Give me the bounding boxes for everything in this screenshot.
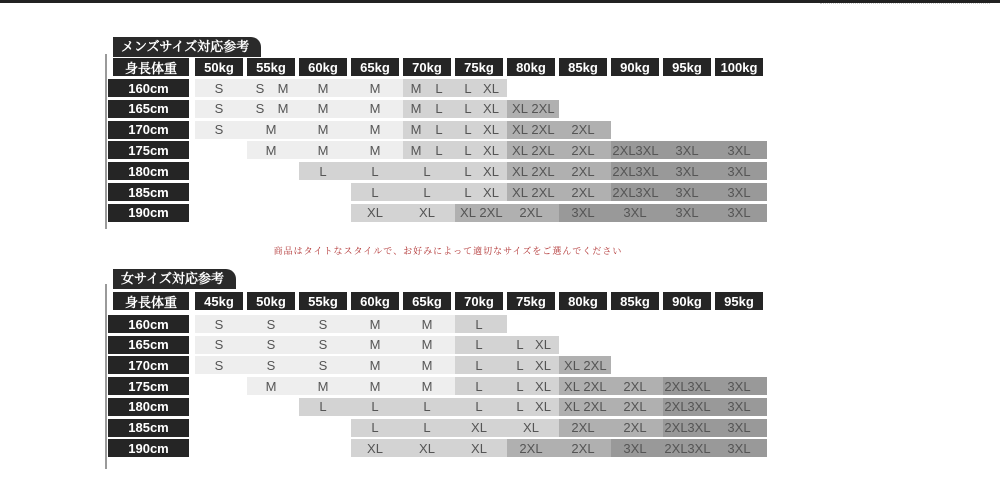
size-value: M — [265, 122, 277, 138]
size-value: S — [214, 337, 224, 353]
weight-header: 70kg — [403, 58, 451, 76]
size-value: 2XL — [531, 122, 555, 138]
height-label: 165cm — [108, 336, 189, 354]
size-value: S — [266, 357, 276, 373]
size-value: M — [317, 101, 329, 117]
size-value: 3XL — [727, 399, 751, 415]
size-value: L — [319, 399, 327, 415]
height-label: 180cm — [108, 398, 189, 416]
size-value: L — [464, 142, 472, 158]
size-value: M — [410, 101, 422, 117]
height-label: 170cm — [108, 121, 189, 139]
height-label: 190cm — [108, 439, 189, 457]
size-value: 3XL — [687, 399, 711, 415]
size-value: L — [464, 101, 472, 117]
size-value: XL — [535, 337, 551, 353]
size-value: 3XL — [635, 142, 659, 158]
size-value: M — [369, 122, 381, 138]
size-value: 2XL — [664, 399, 688, 415]
size-value: 2XL — [531, 163, 555, 179]
size-value: XL — [367, 205, 383, 221]
height-label: 185cm — [108, 419, 189, 437]
size-value: S — [214, 316, 224, 332]
size-value: 3XL — [623, 440, 647, 456]
mens-chart-title: メンズサイズ対応参考 — [113, 37, 261, 57]
size-value: M — [369, 80, 381, 96]
size-value: M — [369, 101, 381, 117]
weight-header: 80kg — [559, 292, 607, 310]
size-value: 2XL — [531, 101, 555, 117]
weight-header: 95kg — [663, 58, 711, 76]
womens-left-rule — [105, 284, 107, 469]
size-value: 2XL — [479, 205, 503, 221]
size-value: L — [435, 80, 443, 96]
size-value: XL — [483, 80, 499, 96]
size-value: L — [423, 184, 431, 200]
size-value: M — [369, 316, 381, 332]
size-value: XL — [460, 205, 476, 221]
weight-header: 65kg — [351, 58, 399, 76]
size-value: XL — [419, 440, 435, 456]
weight-header: 100kg — [715, 58, 763, 76]
size-value: XL — [483, 184, 499, 200]
size-value: L — [423, 420, 431, 435]
size-value: XL — [512, 142, 528, 158]
weight-header: 55kg — [299, 292, 347, 310]
size-value: M — [265, 142, 277, 158]
weight-header: 65kg — [403, 292, 451, 310]
size-value: S — [214, 101, 224, 117]
size-value: 3XL — [675, 163, 699, 179]
size-value: S — [318, 337, 328, 353]
size-value: L — [516, 378, 524, 394]
size-value: 3XL — [727, 184, 751, 200]
size-value: M — [317, 378, 329, 394]
size-value: 3XL — [727, 163, 751, 179]
size-value: 2XL — [571, 184, 595, 200]
size-value: L — [475, 378, 483, 394]
weight-header: 95kg — [715, 292, 763, 310]
corner-header: 身長体重 — [113, 58, 189, 76]
size-value: XL — [512, 122, 528, 138]
size-value: 2XL — [571, 420, 595, 435]
size-value: 3XL — [727, 378, 751, 394]
size-value: M — [410, 80, 422, 96]
height-label: 185cm — [108, 183, 189, 201]
weight-header: 90kg — [611, 58, 659, 76]
size-value: XL — [535, 357, 551, 373]
size-value: XL — [367, 440, 383, 456]
size-value: 3XL — [727, 440, 751, 456]
size-value: 3XL — [623, 205, 647, 221]
size-value: 2XL — [571, 163, 595, 179]
weight-header: 50kg — [195, 58, 243, 76]
size-value: S — [318, 357, 328, 373]
size-value: 2XL — [571, 142, 595, 158]
size-value: 3XL — [635, 184, 659, 200]
size-value: XL — [483, 101, 499, 117]
size-value: 2XL — [612, 142, 636, 158]
size-value: M — [410, 142, 422, 158]
size-value: XL — [512, 163, 528, 179]
size-value: L — [435, 122, 443, 138]
weight-header: 55kg — [247, 58, 295, 76]
size-value: L — [475, 316, 483, 332]
height-label: 190cm — [108, 204, 189, 222]
weight-header: 45kg — [195, 292, 243, 310]
size-value: 3XL — [687, 420, 711, 435]
size-value: M — [317, 142, 329, 158]
size-value: L — [475, 337, 483, 353]
size-value: M — [369, 337, 381, 353]
weight-header: 85kg — [559, 58, 607, 76]
size-value: L — [423, 399, 431, 415]
size-value: L — [464, 122, 472, 138]
size-value: XL — [483, 122, 499, 138]
size-value: 3XL — [675, 205, 699, 221]
size-value: M — [369, 357, 381, 373]
size-value: 2XL — [571, 440, 595, 456]
size-value: 2XL — [623, 378, 647, 394]
weight-header: 70kg — [455, 292, 503, 310]
weight-header: 85kg — [611, 292, 659, 310]
size-value: 2XL — [583, 357, 607, 373]
size-value: 2XL — [583, 399, 607, 415]
size-value: L — [371, 163, 379, 179]
fit-note: 商品はタイトなスタイルで、お好みによって適切なサイズをご選んでください — [273, 247, 623, 257]
size-value: M — [265, 378, 277, 394]
size-value: XL — [512, 184, 528, 200]
size-value: 3XL — [571, 205, 595, 221]
size-value: 3XL — [687, 440, 711, 456]
size-value: M — [317, 122, 329, 138]
size-value: 3XL — [635, 163, 659, 179]
size-value: 2XL — [612, 163, 636, 179]
size-value: 2XL — [531, 184, 555, 200]
height-label: 175cm — [108, 377, 189, 395]
size-value: 3XL — [675, 184, 699, 200]
size-value: L — [516, 357, 524, 373]
size-value: XL — [483, 163, 499, 179]
size-value: S — [255, 101, 265, 117]
size-value: L — [371, 399, 379, 415]
size-value: L — [516, 399, 524, 415]
weight-header: 60kg — [299, 58, 347, 76]
size-value: M — [410, 122, 422, 138]
height-label: 175cm — [108, 141, 189, 159]
size-value: 2XL — [571, 122, 595, 138]
size-value: 2XL — [531, 142, 555, 158]
weight-header: 75kg — [455, 58, 503, 76]
size-value: 3XL — [675, 142, 699, 158]
size-value: L — [475, 399, 483, 415]
size-value: 2XL — [623, 420, 647, 435]
size-value: XL — [564, 378, 580, 394]
size-value: 2XL — [623, 399, 647, 415]
size-value: L — [464, 80, 472, 96]
weight-header: 90kg — [663, 292, 711, 310]
size-value: XL — [564, 399, 580, 415]
size-value: 3XL — [727, 205, 751, 221]
size-value: 2XL — [612, 184, 636, 200]
size-value: L — [435, 101, 443, 117]
size-value: 3XL — [727, 142, 751, 158]
weight-header: 50kg — [247, 292, 295, 310]
size-value: 2XL — [519, 205, 543, 221]
size-value: M — [421, 357, 433, 373]
size-value: XL — [471, 420, 487, 435]
size-value: 2XL — [519, 440, 543, 456]
size-value: L — [423, 163, 431, 179]
size-value: L — [319, 163, 327, 179]
size-value: 3XL — [727, 420, 751, 435]
size-value: XL — [535, 399, 551, 415]
size-value: M — [369, 378, 381, 394]
size-value: XL — [512, 101, 528, 117]
size-value: M — [277, 101, 289, 117]
size-value: XL — [471, 440, 487, 456]
height-label: 165cm — [108, 100, 189, 118]
size-value: 2XL — [583, 378, 607, 394]
size-value: S — [214, 122, 224, 138]
size-value: M — [277, 80, 289, 96]
weight-header: 60kg — [351, 292, 399, 310]
corner-header: 身長体重 — [113, 292, 189, 310]
size-value: M — [369, 142, 381, 158]
size-value: S — [266, 316, 276, 332]
size-value: S — [255, 80, 265, 96]
height-label: 170cm — [108, 356, 189, 374]
size-value: L — [435, 142, 443, 158]
size-value: L — [516, 337, 524, 353]
size-value: M — [421, 337, 433, 353]
size-value: M — [317, 80, 329, 96]
size-value: 3XL — [687, 378, 711, 394]
size-value: L — [464, 184, 472, 200]
size-value: S — [318, 316, 328, 332]
size-value: XL — [564, 357, 580, 373]
size-value: XL — [535, 378, 551, 394]
size-value: M — [421, 378, 433, 394]
size-value: XL — [483, 142, 499, 158]
size-value: L — [475, 357, 483, 373]
size-value: 2XL — [664, 378, 688, 394]
size-value: M — [421, 316, 433, 332]
size-value: XL — [523, 420, 539, 435]
weight-header: 75kg — [507, 292, 555, 310]
height-label: 160cm — [108, 79, 189, 97]
height-label: 180cm — [108, 162, 189, 180]
size-value: 2XL — [664, 440, 688, 456]
weight-header: 80kg — [507, 58, 555, 76]
size-value: L — [371, 420, 379, 435]
size-value: 2XL — [664, 420, 688, 435]
size-value: L — [371, 184, 379, 200]
size-value: S — [266, 337, 276, 353]
top-dotted-line — [820, 3, 990, 7]
size-value: L — [464, 163, 472, 179]
size-value: XL — [419, 205, 435, 221]
womens-chart-title: 女サイズ対応参考 — [113, 269, 236, 289]
mens-left-rule — [105, 54, 107, 229]
height-label: 160cm — [108, 315, 189, 333]
size-value: S — [214, 357, 224, 373]
size-value: S — [214, 80, 224, 96]
